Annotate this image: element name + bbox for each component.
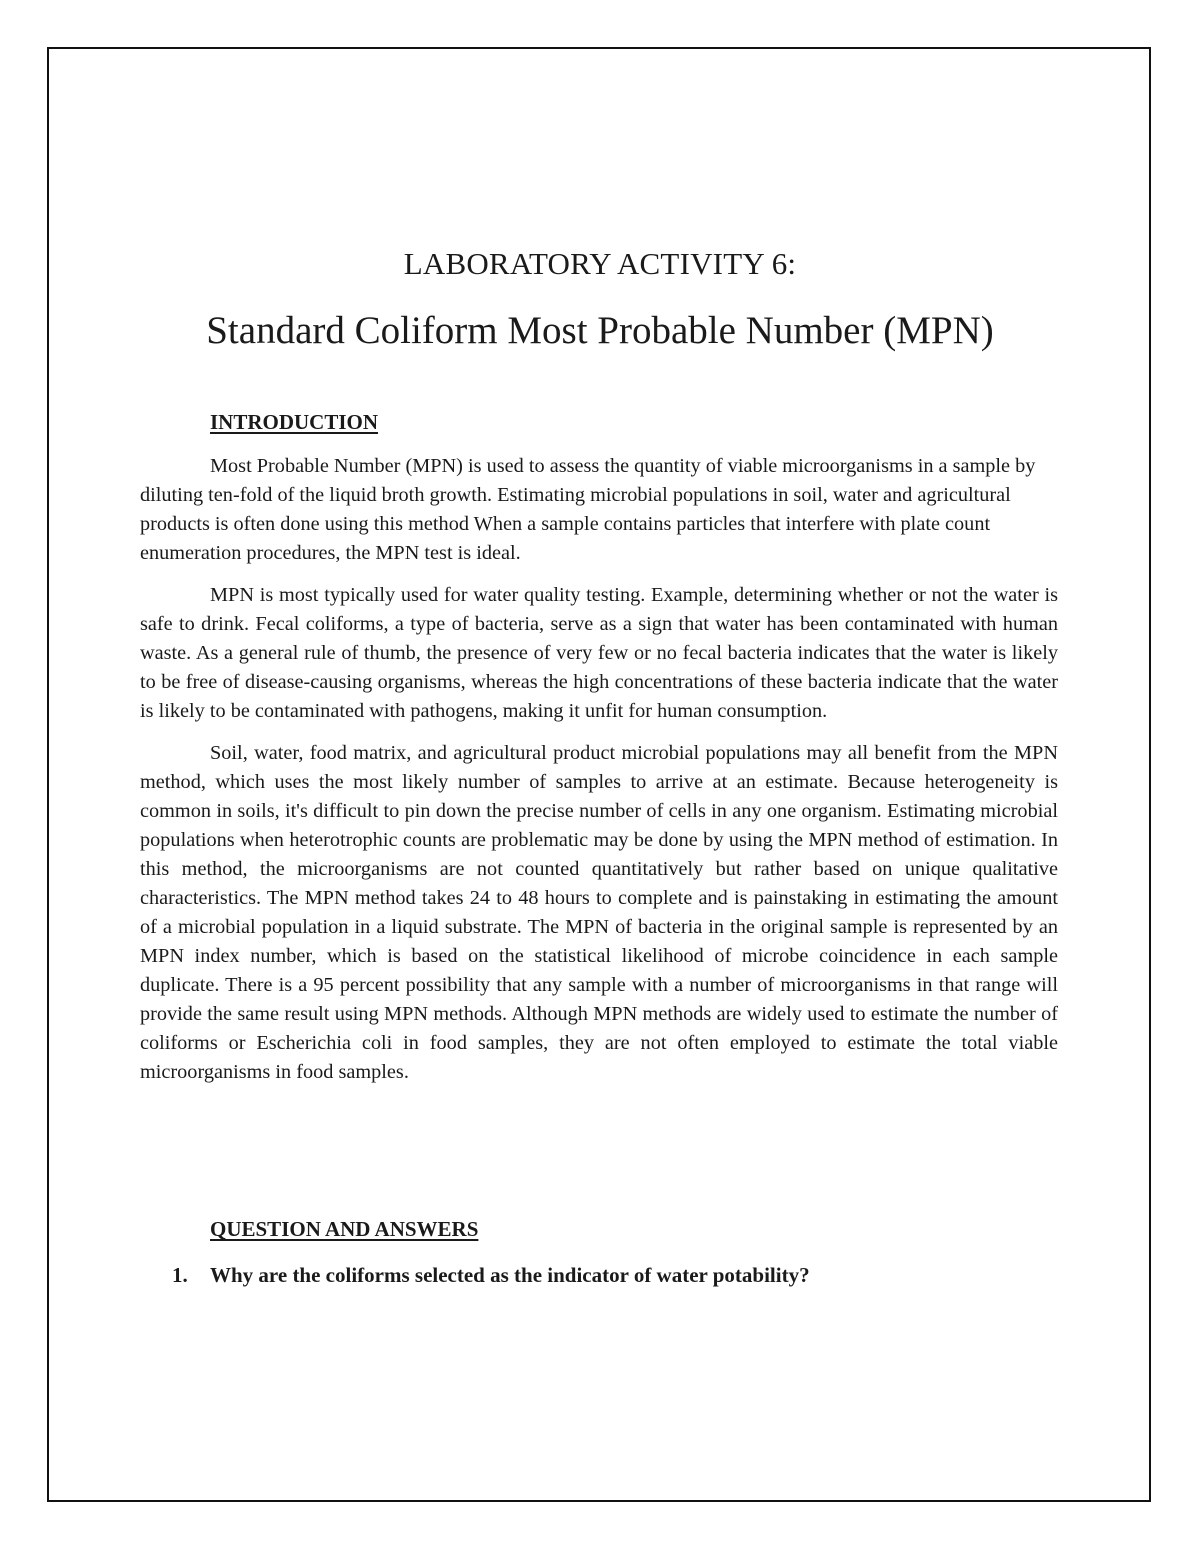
- question-number: 1.: [172, 1263, 188, 1287]
- question-list: [172, 1261, 1072, 1290]
- introduction-body: [140, 452, 1058, 1100]
- question-item: [172, 1261, 1072, 1290]
- activity-title: LABORATORY ACTIVITY 6:: [403, 246, 797, 281]
- qa-heading: QUESTION AND ANSWERS: [210, 1217, 479, 1241]
- intro-paragraph-1: Most Probable Number (MPN) is used to assess the quantity of viable microorganisms in a sample by diluting ten-fold of the liquid broth growth. Estimating microbial populations in soil, water and agricultural products is often done using this method When a sample contains particles that interfere with plate count enumeration procedures, the MPN test is ideal.: [140, 455, 1036, 564]
- introduction-heading: INTRODUCTION: [210, 410, 379, 434]
- activity-subtitle: Standard Coliform Most Probable Number (MPN): [206, 309, 994, 352]
- intro-paragraph-3: Soil, water, food matrix, and agricultural product microbial populations may all benefit from the MPN method, which uses the most likely number of samples to arrive at an estimate. Because heterogeneity is common in soils, it's difficult to pin down the precise number of cells in any one organism. Estimating microbial populations when heterotrophic counts are problematic may be done by using the MPN method of estimation. In this method, the microorganisms are not counted quantitatively but rather based on unique qualitative characteristics. The MPN method takes 24 to 48 hours to complete and is painstaking in estimating the amount of a microbial population in a liquid substrate. The MPN of bacteria in the original sample is represented by an MPN index number, which is based on the statistical likelihood of microbe coincidence in each sample duplicate. There is a 95 percent possibility that any sample with a number of microorganisms in that range will provide the same result using MPN methods. Although MPN methods are widely used to estimate the number of coliforms or Escherichia coli in food samples, they are not often employed to estimate the total viable microorganisms in food samples.: [140, 742, 1058, 1083]
- intro-paragraph-2: MPN is most typically used for water quality testing. Example, determining whether or not the water is safe to drink. Fecal coliforms, a type of bacteria, serve as a sign that water has been contaminated with human waste. As a general rule of thumb, the presence of very few or no fecal bacteria indicates that the water is likely to be free of disease-causing organisms, whereas the high concentrations of these bacteria indicate that the water is likely to be contaminated with pathogens, making it unfit for human consumption.: [140, 584, 1058, 722]
- question-text: Why are the coliforms selected as the indicator of water potability?: [210, 1263, 810, 1287]
